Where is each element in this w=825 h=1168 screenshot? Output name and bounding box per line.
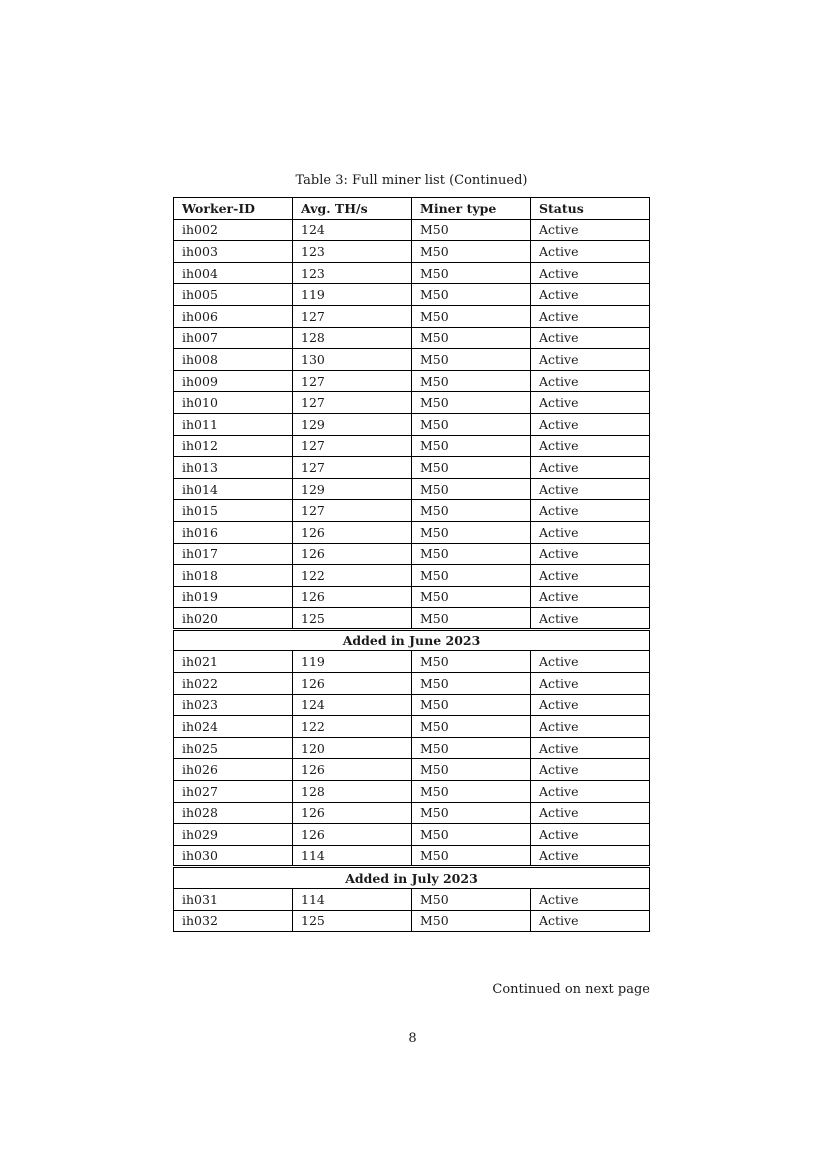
cell-status: Active	[531, 370, 650, 392]
cell-miner-type: M50	[412, 694, 531, 716]
table-row	[174, 694, 650, 716]
cell-worker-id: ih019	[174, 586, 293, 608]
cell-status: Active	[531, 521, 650, 543]
cell-status: Active	[531, 694, 650, 716]
cell-status: Active	[531, 262, 650, 284]
table-row	[174, 435, 650, 457]
table-row	[174, 543, 650, 565]
cell-miner-type: M50	[412, 370, 531, 392]
cell-miner-type: M50	[412, 910, 531, 932]
cell-status: Active	[531, 889, 650, 911]
table-row	[174, 889, 650, 911]
cell-miner-type: M50	[412, 305, 531, 327]
cell-avg-ths: 127	[293, 435, 412, 457]
cell-worker-id: ih031	[174, 889, 293, 911]
table-header-row	[174, 198, 650, 220]
table-row	[174, 608, 650, 630]
cell-miner-type: M50	[412, 845, 531, 867]
column-header-status: Status	[531, 198, 650, 220]
cell-avg-ths: 124	[293, 219, 412, 241]
cell-status: Active	[531, 845, 650, 867]
cell-avg-ths: 123	[293, 241, 412, 263]
cell-worker-id: ih027	[174, 781, 293, 803]
cell-miner-type: M50	[412, 327, 531, 349]
table-row	[174, 413, 650, 435]
group-header-row	[174, 629, 650, 651]
table-row	[174, 910, 650, 932]
table-row	[174, 219, 650, 241]
cell-status: Active	[531, 543, 650, 565]
cell-worker-id: ih021	[174, 651, 293, 673]
cell-status: Active	[531, 673, 650, 695]
cell-worker-id: ih024	[174, 716, 293, 738]
group-header-row	[174, 867, 650, 889]
cell-worker-id: ih015	[174, 500, 293, 522]
cell-status: Active	[531, 737, 650, 759]
cell-worker-id: ih009	[174, 370, 293, 392]
cell-worker-id: ih030	[174, 845, 293, 867]
cell-status: Active	[531, 608, 650, 630]
column-header-miner-type: Miner type	[412, 198, 531, 220]
cell-miner-type: M50	[412, 824, 531, 846]
cell-miner-type: M50	[412, 219, 531, 241]
cell-status: Active	[531, 586, 650, 608]
cell-status: Active	[531, 219, 650, 241]
table-row	[174, 673, 650, 695]
table-row	[174, 392, 650, 414]
cell-avg-ths: 129	[293, 413, 412, 435]
cell-miner-type: M50	[412, 241, 531, 263]
cell-miner-type: M50	[412, 651, 531, 673]
cell-status: Active	[531, 305, 650, 327]
cell-status: Active	[531, 284, 650, 306]
table-row	[174, 284, 650, 306]
cell-worker-id: ih016	[174, 521, 293, 543]
cell-avg-ths: 125	[293, 608, 412, 630]
cell-avg-ths: 127	[293, 370, 412, 392]
cell-avg-ths: 126	[293, 759, 412, 781]
cell-status: Active	[531, 759, 650, 781]
cell-avg-ths: 114	[293, 845, 412, 867]
cell-status: Active	[531, 478, 650, 500]
cell-miner-type: M50	[412, 759, 531, 781]
cell-avg-ths: 125	[293, 910, 412, 932]
table-row	[174, 327, 650, 349]
cell-avg-ths: 128	[293, 781, 412, 803]
cell-miner-type: M50	[412, 457, 531, 479]
group-title: Added in July 2023	[174, 867, 650, 889]
cell-worker-id: ih007	[174, 327, 293, 349]
cell-worker-id: ih032	[174, 910, 293, 932]
cell-status: Active	[531, 565, 650, 587]
cell-worker-id: ih006	[174, 305, 293, 327]
cell-worker-id: ih003	[174, 241, 293, 263]
table-row	[174, 305, 650, 327]
cell-miner-type: M50	[412, 802, 531, 824]
cell-status: Active	[531, 781, 650, 803]
cell-worker-id: ih004	[174, 262, 293, 284]
cell-miner-type: M50	[412, 284, 531, 306]
cell-status: Active	[531, 910, 650, 932]
cell-status: Active	[531, 435, 650, 457]
cell-miner-type: M50	[412, 392, 531, 414]
column-header-avg-ths: Avg. TH/s	[293, 198, 412, 220]
cell-miner-type: M50	[412, 737, 531, 759]
cell-avg-ths: 127	[293, 305, 412, 327]
cell-worker-id: ih005	[174, 284, 293, 306]
table-row	[174, 521, 650, 543]
cell-miner-type: M50	[412, 262, 531, 284]
cell-worker-id: ih025	[174, 737, 293, 759]
table-row	[174, 478, 650, 500]
cell-avg-ths: 120	[293, 737, 412, 759]
cell-avg-ths: 123	[293, 262, 412, 284]
cell-worker-id: ih022	[174, 673, 293, 695]
cell-status: Active	[531, 327, 650, 349]
column-header-worker-id: Worker-ID	[174, 198, 293, 220]
cell-worker-id: ih026	[174, 759, 293, 781]
table-row	[174, 781, 650, 803]
cell-worker-id: ih002	[174, 219, 293, 241]
table-row	[174, 845, 650, 867]
cell-miner-type: M50	[412, 781, 531, 803]
cell-avg-ths: 126	[293, 673, 412, 695]
cell-avg-ths: 122	[293, 565, 412, 587]
table-row	[174, 457, 650, 479]
page-number: 8	[408, 1031, 417, 1046]
table-row	[174, 737, 650, 759]
cell-miner-type: M50	[412, 349, 531, 371]
cell-avg-ths: 127	[293, 457, 412, 479]
cell-miner-type: M50	[412, 500, 531, 522]
group-title: Added in June 2023	[174, 629, 650, 651]
cell-status: Active	[531, 651, 650, 673]
cell-worker-id: ih011	[174, 413, 293, 435]
miner-table	[173, 197, 650, 932]
cell-avg-ths: 126	[293, 521, 412, 543]
table-row	[174, 802, 650, 824]
cell-avg-ths: 126	[293, 802, 412, 824]
cell-status: Active	[531, 824, 650, 846]
cell-status: Active	[531, 413, 650, 435]
cell-miner-type: M50	[412, 565, 531, 587]
cell-avg-ths: 122	[293, 716, 412, 738]
cell-worker-id: ih017	[174, 543, 293, 565]
table-body	[174, 219, 650, 932]
cell-avg-ths: 124	[293, 694, 412, 716]
cell-miner-type: M50	[412, 435, 531, 457]
cell-status: Active	[531, 457, 650, 479]
table-row	[174, 586, 650, 608]
cell-worker-id: ih023	[174, 694, 293, 716]
cell-avg-ths: 126	[293, 586, 412, 608]
cell-miner-type: M50	[412, 413, 531, 435]
cell-avg-ths: 126	[293, 543, 412, 565]
cell-miner-type: M50	[412, 478, 531, 500]
cell-avg-ths: 119	[293, 651, 412, 673]
cell-status: Active	[531, 241, 650, 263]
table-row	[174, 370, 650, 392]
cell-status: Active	[531, 392, 650, 414]
cell-worker-id: ih008	[174, 349, 293, 371]
table-row	[174, 716, 650, 738]
cell-worker-id: ih028	[174, 802, 293, 824]
continued-note: Continued on next page	[492, 982, 650, 997]
cell-worker-id: ih014	[174, 478, 293, 500]
cell-worker-id: ih018	[174, 565, 293, 587]
cell-avg-ths: 127	[293, 392, 412, 414]
table-row	[174, 565, 650, 587]
cell-avg-ths: 126	[293, 824, 412, 846]
cell-status: Active	[531, 500, 650, 522]
cell-worker-id: ih029	[174, 824, 293, 846]
cell-miner-type: M50	[412, 586, 531, 608]
cell-miner-type: M50	[412, 543, 531, 565]
cell-miner-type: M50	[412, 608, 531, 630]
table-row	[174, 241, 650, 263]
cell-worker-id: ih012	[174, 435, 293, 457]
cell-avg-ths: 130	[293, 349, 412, 371]
cell-status: Active	[531, 716, 650, 738]
table-row	[174, 349, 650, 371]
cell-avg-ths: 127	[293, 500, 412, 522]
table-row	[174, 759, 650, 781]
table-row	[174, 824, 650, 846]
table-caption: Table 3: Full miner list (Continued)	[295, 173, 528, 188]
cell-worker-id: ih013	[174, 457, 293, 479]
cell-status: Active	[531, 802, 650, 824]
cell-miner-type: M50	[412, 716, 531, 738]
table-row	[174, 500, 650, 522]
cell-miner-type: M50	[412, 673, 531, 695]
cell-avg-ths: 129	[293, 478, 412, 500]
cell-worker-id: ih020	[174, 608, 293, 630]
cell-miner-type: M50	[412, 521, 531, 543]
cell-avg-ths: 114	[293, 889, 412, 911]
cell-worker-id: ih010	[174, 392, 293, 414]
cell-avg-ths: 119	[293, 284, 412, 306]
cell-status: Active	[531, 349, 650, 371]
table-row	[174, 262, 650, 284]
table-row	[174, 651, 650, 673]
cell-miner-type: M50	[412, 889, 531, 911]
cell-avg-ths: 128	[293, 327, 412, 349]
